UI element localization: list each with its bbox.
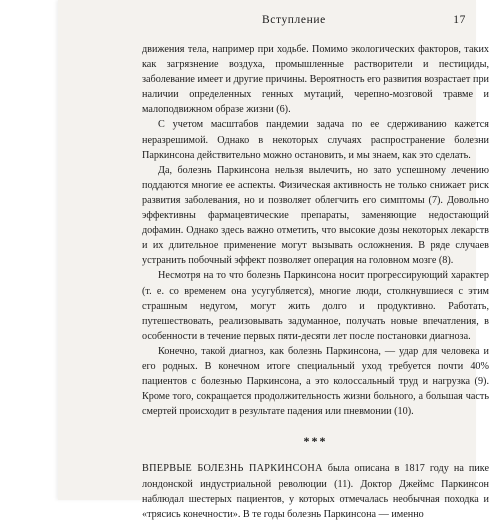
section-paragraph: [142, 461, 489, 521]
paragraph-1: движения тела, например при ходьбе. Помимо экологических факторов, таких как загрязнение воздуха, промышленные растворители и пестициды, заболевание имеет и другие причины. Вероятность его развития возрастает при наличии определенных генных мутаций, черепно-мозговой травме и малоподвижном образе жизни (6).: [142, 44, 489, 116]
section-lead-caps: ВПЕРВЫЕ БОЛЕЗНЬ ПАРКИНСОНА: [142, 463, 323, 475]
paragraph-5: Конечно, такой диагноз, как болезнь Паркинсона, — удар для человека и его родных. В конечном итоге специальный уход требуется почти 40% пациентов с болезнью Паркинсона, а это колоссальный труд и нагрузка (9). Кроме того, сокращается продолжительность жизни больного, а большая часть смертей происходит в результате падения или пневмонии (10).: [142, 345, 489, 418]
paragraph-3: Да, болезнь Паркинсона нельзя вылечить, но зато успешному лечению поддаются многие ее аспекты. Физическая активность не только снижает риск развития заболевания, но и позволяет облегчить его симптомы (7). Довольно эффективны фармацевтические препараты, заменяющие недостающий дофамин. Однако здесь важно отметить, что высокие дозы некоторых лекарств и их длительное применение могут вызывать осложнения. В ряде случаев устранить побочный эффект позволяет операция на головном мозге (8).: [142, 164, 489, 267]
page-body: [142, 42, 489, 522]
paragraph-2: С учетом масштабов пандемии задача по ее сдерживанию кажется неразрешимой. Однако в некоторых случаях распространение болезни Паркинсона действительно можно остановить, и мы знаем, как это сделать.: [142, 119, 489, 161]
paragraph-4: Несмотря на то что болезнь Паркинсона носит прогрессирующий характер (т. е. со временем она усугубляется), многие люди, столкнувшиеся с этим страшным недугом, могут жить долго и продуктивно. Работать, путешествовать, реализовывать задуманное, получать новые впечатления, в особенности в течение первых пяти-десяти лет после постановки диагноза.: [142, 270, 489, 342]
chapter-title: Вступление: [262, 14, 326, 26]
page-number: 17: [453, 14, 466, 26]
section-separator: ***: [303, 434, 328, 449]
book-page: [58, 0, 489, 520]
section-text: была описана в 1817 году на пике лондонской индустриальной революции (11). Доктор Джеймс Паркинсон наблюдал шестерых пациентов, у которых отмечалась необычная походка и «трясись конечности». В те годы болезнь Паркинсона — именно: [142, 463, 489, 520]
